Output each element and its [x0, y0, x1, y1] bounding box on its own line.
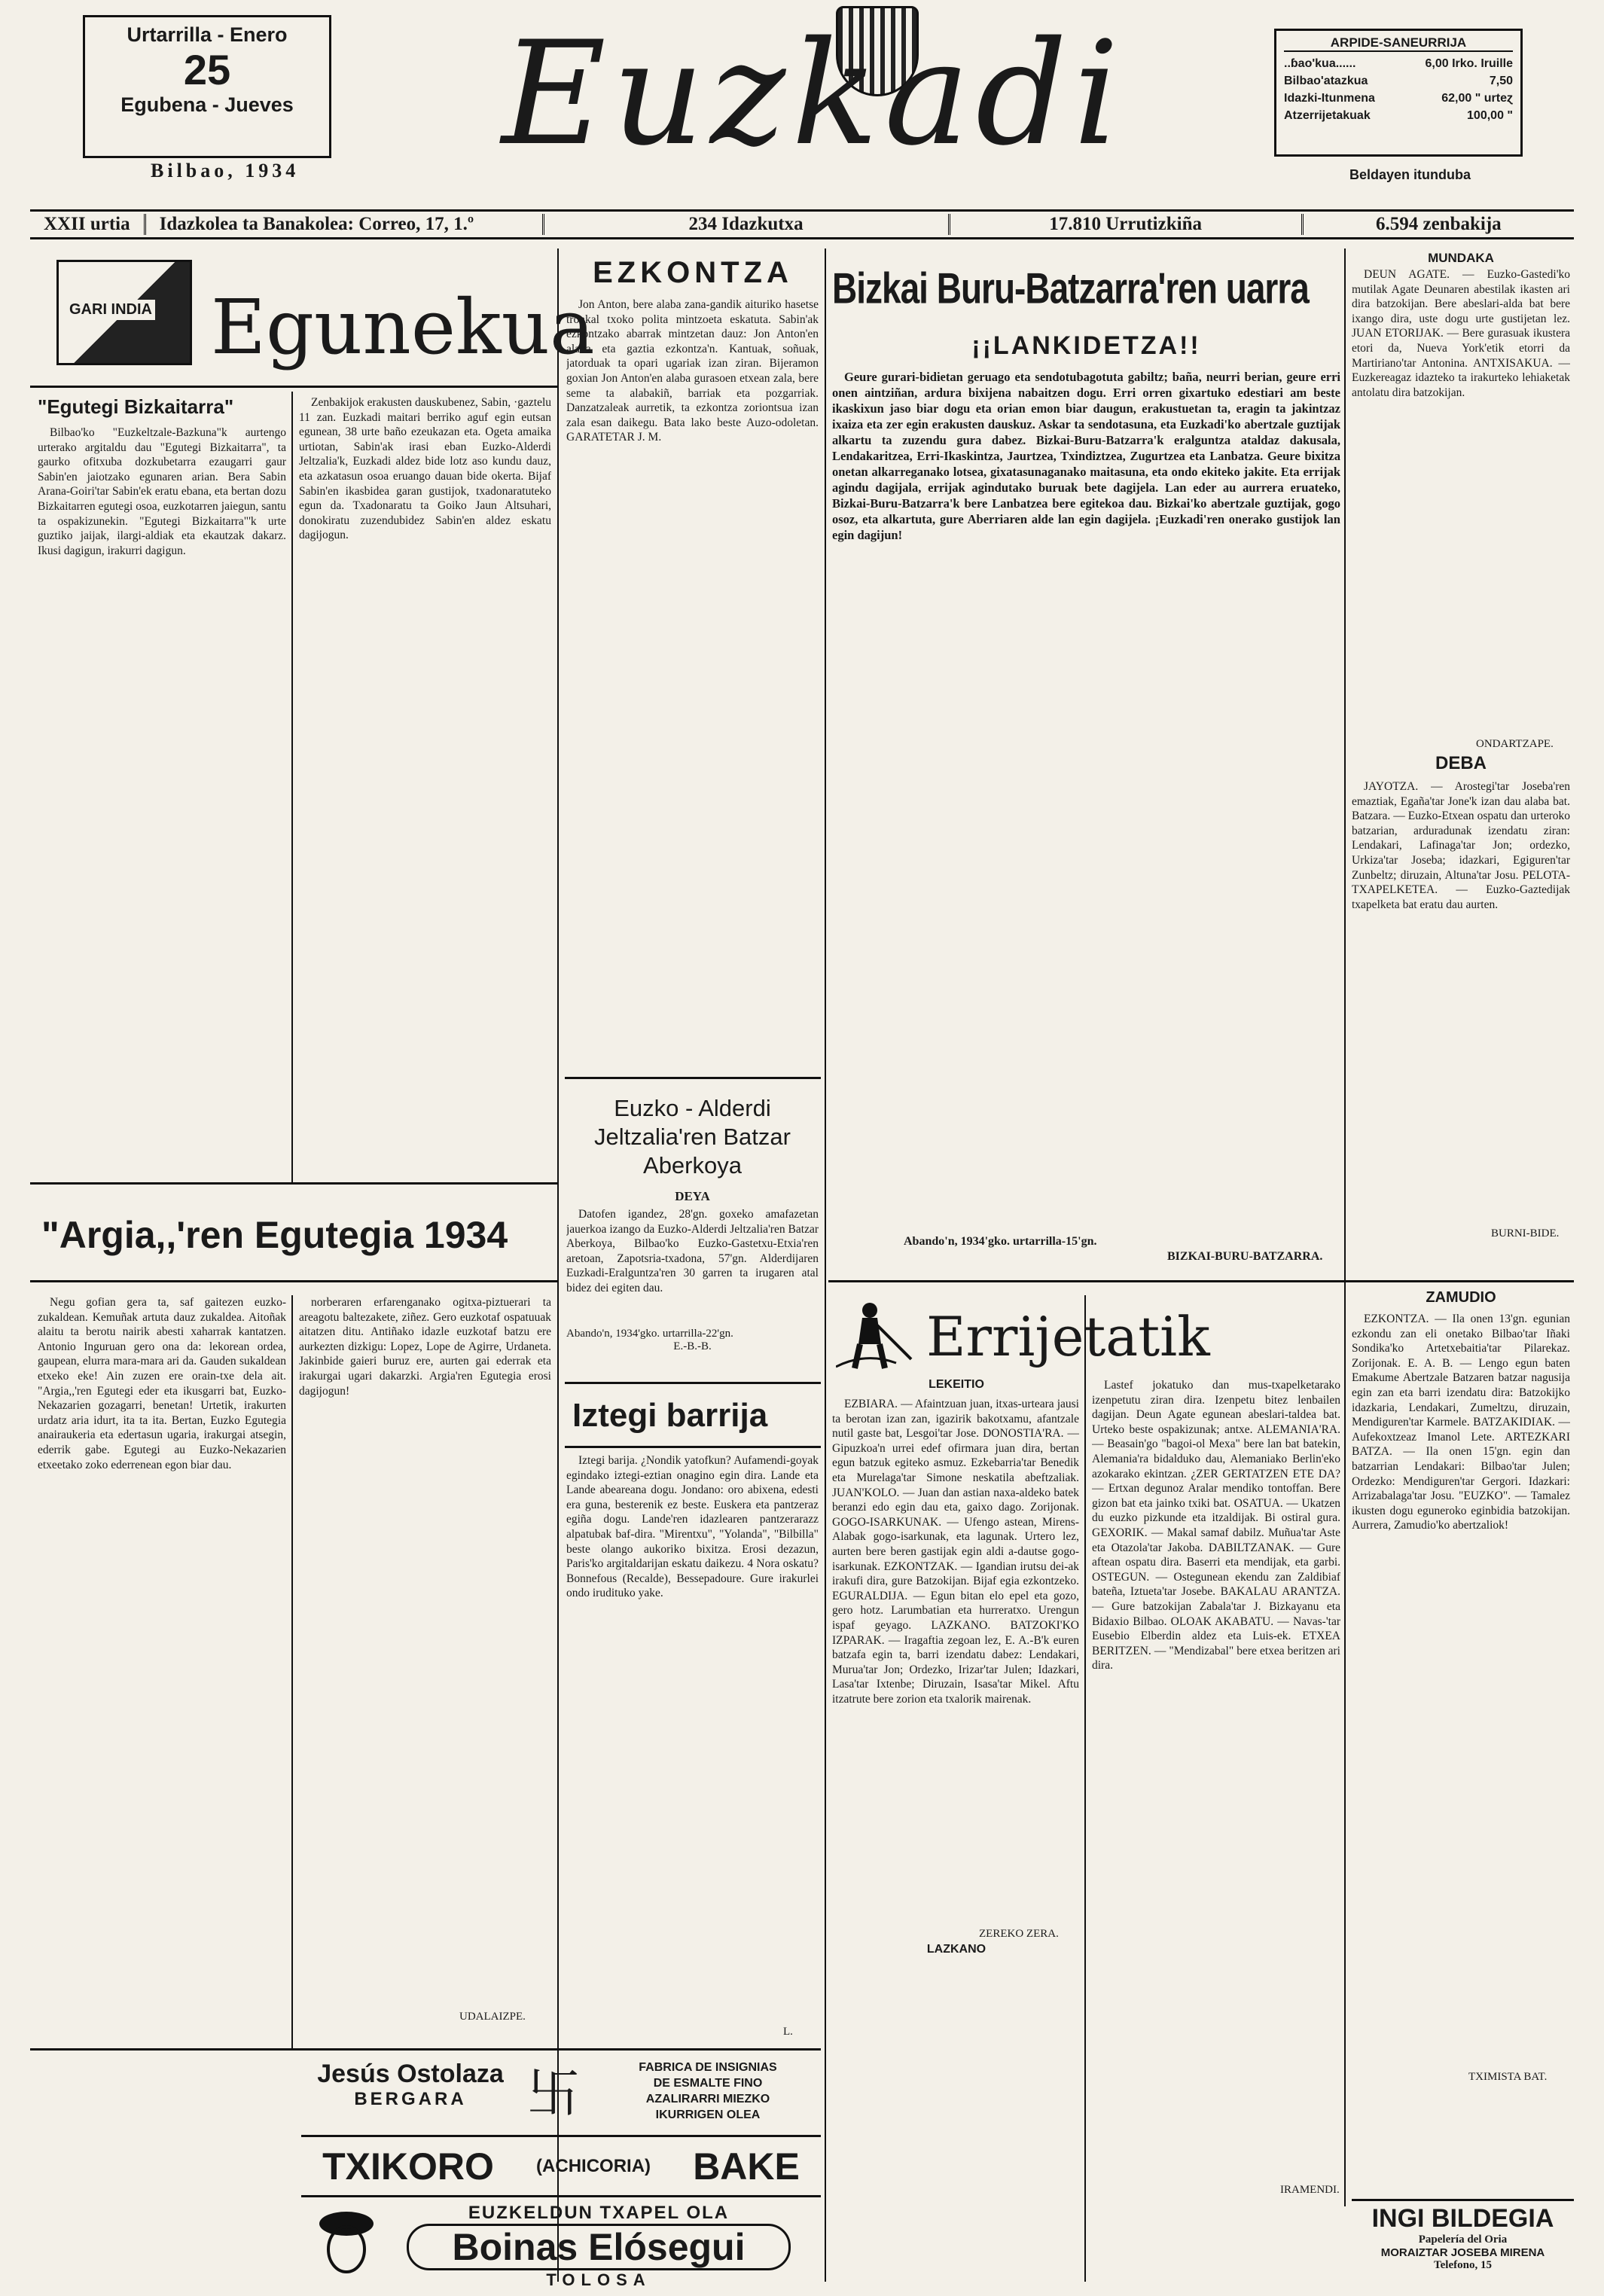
paragraph: Negu gofian gera ta, saf gaitezen euzko-zukaldean. Kemuñak artuta dauz zukaldea. Aitoñak alaitu ta berotu nairik abesti xaharrak kantatzen. Antonio Inguruan gero ona da: lekorean ordea, gaupean, elurra mara-mara ari da. Gauden sukaldean etxeko eke! Ain zuzen ere orain-txe dela ait. "Argia,,'ren Egutegi eder eta ikusgarri bat, Euzko-Nekazarien gozagarri, benetan! Urtetik, irakurten urdatz aria idurt, ita ta ita. Bertan, Euzko Egutegia anairaukeria eta edertasun ugaria, irakurgai atsegin, ederrik gabe. Egutegi au Euzko-Nekazarien etxeetako zoko ederrenean egon biar dau. [38, 1296, 286, 1471]
paragraph: Zenbakijok erakusten dauskubenez, Sabin, ·gaztelu 11 zan. Euzkadi maitari berriko aguf egin eutsan egunean, 38 urte baño ezeukazan eta. Ogeta amaika urtiotan, Sabin'ak irasi eban Euzko-Alderdi Jeltzalia'k, Euzkadi aldez bide lotz aso kundu dauz, eta azkatasun osoa eruango dauan bide okerta. Bijaf Sabin'en ikasbidea garan gustijok, txadonaratuteko egun da. Txadonaratu ta Goiko Jaun Altsuhari, donokiratu zuzendubidez Sabin'en aldez eskatu dagijogun. [299, 396, 551, 542]
ingi-line: Papelería del Oria [1418, 2233, 1508, 2246]
fabrica-line: AZALIRARRI MIEZKO [645, 2093, 770, 2105]
egunekua-left-text [38, 425, 286, 1178]
paragraph: Datofen igandez, 28'gn. goxeko amafazetan jauerkoa izango da Euzko-Alderdi Jeltzalia'ren Batzar Aberkoya, Bilbao'ko Euzko-Gastetxu-Etxia'ren aretoan, Zapotsria-txadona, 57'gn. Alderdijaren Euzkadi-Eralguntza'ren 30 garren ta irugaren atal bidez dei egiten dau. [566, 1208, 819, 1294]
fabrica-line: DE ESMALTE FINO [653, 2077, 763, 2090]
newspaper-title: Euzkadi [502, 11, 1125, 177]
bizkai-signature-date: Abando'n, 1934'gko. urtarrilla-15'gn. [904, 1235, 1097, 1248]
zamudio-text [1352, 1312, 1570, 2065]
lauburu-icon: 卐 [527, 2063, 580, 2124]
ostolaza-city: BERGARA [354, 2089, 467, 2109]
paragraph: JAYOTZA. — Arostegi'tar Joseba'ren emaztiak, Egaña'tar Jone'k izan dau alaba bat. Batzara. — Euzko-Etxean ospatu dan urteroko batzarian, arduradunak izendatu ziran: Lendakari, Lafinaga'tar Jon; ordezko, Urkiza'tar Joseba; idazkari, Egiguren'tar Zunbeltz; diruzain, Altuna'tar Josu. PELOTA-TXAPELKETEA. — Euzko-Gaztedijak txapelketa bat eratu dau aurten. [1352, 780, 1570, 911]
column-rule [291, 392, 293, 1182]
section-rule [565, 1077, 821, 1079]
paragraph: Lastef jokatuko dan mus-txapelketarako izenpetutu ziran dira. Izenpetu bitez lenbailen dagijan. Deun Agate egunean abeslari-taldea bat. Urteko beste ospakizunak; antxe. ALEMANIA'RA. — Beasain'go "bagoi-ol Mexa" bere lan bat batekin, Alemania'ra bidalduko dau, Alemaniako Berlin'eko azokarako ekintzan. ¿ZER GERTATZEN ETE DA? — Ertxan degunoz Aralar mendiko tontoffan. Bere gizon bat eta jainko txiki bat. OSATUA. — Ukatzen du euzko pizkunde eta itzaldijak. Bi ostiral gura. GEXORIK. — Makal samaf dabilz. Muñua'tar Aste eta Otazola'tar Jakoba. DABILTZANAK. — Gure aftean ospatu dira. Baserri eta mendijak, eta garbi. OSTEGUN. — Ostegunean ekendu zan Zaldibiaf bateña, Iztueta'tar Josebe. BAKALAU ARANTZA. — Gure batzokijan Zabala'tar J. Bizkayanu eta Bidaxio Bilbao. OLOAK AKABATU. — Navas-'tar Eusebio Elberdin aldez eta Luis-ek. ETXEA BERITZEN. — "Mendizabal" bere etxea beritzen ari dira. [1092, 1379, 1340, 1672]
city-year: Bilbao, 1934 [151, 160, 300, 181]
paragraph: Iztegi barija. ¿Nondik yatofkun? Aufamendi-goyak egindako iztegi-eztian onagino egin dira. Lande eta Lande abeareana dogu. Jondano: oro abixena, edesti era guna, besterenik ez beste. Euskera eta pantzeraz egiña dogu. Lande'ren idazlearen pantzerarazz alpatubak baf-dira. "Mirentxu", "Yolanda", "Bilbilla" beste olango aukoriko bixitza. Erosi dezazun, Paris'ko argitaldarijan eskatu daikezu. 4 Nora oskatu? Bonnefous (Recalde), Bessepadoure. Gure irakurlei ondo irudituko yake. [566, 1454, 819, 1600]
masthead [467, 8, 1160, 188]
paragraph: Geure gurari-bidietan geruago eta sendotubagotuta gabiltz; baña, neurri berian, geure erri onen aintziñan, ardura bixijena nabaitzen dogu. Erri orren gixartuko edestiari am beste ikaskixun jaso biar dogu eta orian emon biar daugun, erakustuetan ta, eragin ta jakintzaz ixaiza eta zer egin erakusten dauskuz. Askar ta sendotasuna, eta Euzkadi'ko abertzale guztijak alkartu ta zuzendu gura dabez. Bizkai-Buru-Batzarra'k eralguntza ataldaz dakusala, Lendakaritzea, Erri-Ikaskintza, Jaurtzea, Txindiztzea, Zugurtzea eta Lanbatza. Geure bixitza onetan alkarreganako lotsea, gixatasunaganako maitasuna, eta ondo ekiteko jakite. Eta errijak agindu dagijala, errijak agindutako buruak bete dagijela. Lan eder au aurrera eruateko, Bizkai-Buru-Batzarra'k bere Lanbatzea bere egitekoa dau. Bizkai'ko abertzale guztijak, gogo osoz, eta alkartuta, gure Aberriaren alde lan egin dagijela. ¡Euzkadi'ren onerako gustijok lan egin dagijun! [832, 370, 1340, 542]
volume: XXII urtia [30, 214, 146, 235]
issue-number: 6.594 zenbakija [1375, 214, 1502, 234]
deba-text [1352, 779, 1570, 1224]
boinas-ad [392, 2203, 806, 2289]
subscription-label: Bilbao'atazkua [1284, 75, 1368, 87]
subscription-label: ..ɓao'kua...... [1284, 57, 1356, 70]
batzar-sign: E.-B.-B. [673, 1340, 712, 1352]
ingi-ad [1352, 2199, 1574, 2289]
subscription-footer: Beldayen itunduba [1349, 167, 1471, 182]
subscription-heading: ARPIDE-SANEURRIJA [1284, 35, 1513, 52]
bizkai-subtitle: ¡¡LANKIDETZA!! [971, 331, 1201, 360]
iztegi-title: Iztegi barrija [572, 1397, 768, 1434]
argia-title: "Argia,,'ren Egutegia 1934 [41, 1214, 508, 1256]
section-rule [30, 2048, 821, 2051]
batzar-place: DEYA [675, 1189, 710, 1203]
fabrica-line: FABRICA DE INSIGNIAS [639, 2061, 777, 2074]
egutegi-heading: "Egutegi Bizkaitarra" [38, 395, 234, 418]
batzar-date: Abando'n, 1934'gko. urtarrilla-22'gn. [566, 1328, 733, 1340]
deba-title: DEBA [1435, 753, 1487, 773]
worker-icon [836, 1299, 919, 1371]
subscription-row [1284, 72, 1513, 90]
errijetatik-left-text [832, 1397, 1079, 1924]
ingi-line: MORAIZTAR JOSEBA MIRENA [1380, 2246, 1545, 2259]
lekeitio-title: LEKEITIO [929, 1378, 984, 1391]
subscription-box [1274, 29, 1523, 157]
txikoro-ad [301, 2140, 821, 2193]
subscription-value: 100,00 " [1467, 109, 1513, 122]
zamudio-sign: TXIMISTA BAT. [1468, 2071, 1548, 2083]
bizkai-text [832, 369, 1340, 1220]
section-rule [565, 1382, 821, 1384]
batzar-box [566, 1088, 819, 1378]
section-rule [301, 2195, 821, 2197]
subscription-row [1284, 55, 1513, 72]
mundaka-text [1352, 267, 1570, 734]
section-rule [828, 1280, 1574, 1282]
lazkano-title: LAZKANO [926, 1943, 986, 1956]
date-month: Urtarrilla - Enero [127, 23, 288, 46]
boina-figure-icon [316, 2203, 377, 2285]
subscription-row [1284, 90, 1513, 107]
paragraph: DEUN AGATE. — Euzko-Gastedi'ko mutilak Agate Deunaren abestilak ikasten ari dira batzokijan. Bere abeslari-alda bat bere ixango dira, uste dogu urte gustijetan lez. JUAN ETORIJAK. — Bere gurasuak ikustera etori da, Nueva York'etik etorri da Martiriano'tar Antonina. ANTXISAKUA. — Euzkereagaz idazteko ta irakurteko lehiaketak antolatu dira batzokijan. [1352, 268, 1570, 399]
bizkai-signer: BIZKAI-BURU-BATZARRA. [1167, 1250, 1323, 1263]
boinas-line2: Boinas Elósegui [407, 2224, 791, 2270]
info-bar [30, 209, 1574, 239]
argia-sign: UDALAIZPE. [459, 2011, 526, 2023]
iztegi-sign: L. [783, 2026, 793, 2038]
section-rule [30, 1182, 557, 1185]
section-rule [30, 386, 557, 388]
subscription-value: 7,50 [1489, 75, 1513, 87]
ostolaza-ad [316, 2060, 505, 2131]
editorial-box: 234 Idazkutxa [544, 214, 950, 235]
deba-sign: BURNI-BIDE. [1491, 1227, 1560, 1239]
date-box [83, 15, 331, 158]
errijetatik-sign: IRAMENDI. [1280, 2184, 1340, 2196]
mundaka-sign: ONDARTZAPE. [1476, 738, 1554, 750]
paragraph: EZBIARA. — Afaintzuan juan, itxas-urteara jausi ta berotan izan zan, igazirik bakotxamu, afantzale nutil gaste bat, Lesgoi'tar Jose. DONOSTIA'RA. — Gipuzkoa'n urrei edef ofirmara juan dira, bertan egun batzuk egiteko asmuz. Ezkebarria'tar Benedik eta Murelaga'tar Simone neskatila abeftzaliak. JUAN'KOLO. — Juan dan astian naxa-aldeko batek beranzi edo egin dau eta, gaixo dago. Zorijonak. GOGO-ISARKUNAK. — Ufengo astean, Mirens-Alabak gogo-isarkunak, eta lagunak. Urtero lez, aurten bere beren gastijak egin aldi a-dautse gogo-isarkunak. EZKONTZAK. — Igandian irutsu dei-ak irakufi dira, gure Batzokijan. Bijaf egia ezkontzeko. EGURALDIJA. — Egun bitan elo epel eta gozo, gero hotz. Larumbatian eta hurreratxo. Urengun ispaf geyago. LAZKANO. BATZOKI'KO IZPARAK. — Iragaftia zegoan lez, E. A.-B'k euren batzafa egin ta, barri izendatu dabez: Lendakari, Murua'tar Jon; Ordezko, Irizar'tar Julen; Idazkari, Lasa'tar Ixtenbe; Diruzain, Isasa'tar Mikel. Aftu itzatrute bere zorion eta txalorik mairenak. [832, 1398, 1079, 1706]
phone-number: 17.810 Urrutizkiña [950, 214, 1304, 235]
date-day: 25 [183, 46, 231, 93]
ingi-line: Telefono, 15 [1434, 2259, 1492, 2271]
column-rule [1084, 1295, 1086, 2282]
subscription-row [1284, 107, 1513, 124]
column-rule [1344, 249, 1346, 2206]
ingi-title: INGI BILDEGIA [1352, 2199, 1574, 2233]
subscription-value: 6,00 Irko. Iruille [1425, 57, 1513, 70]
mundaka-title: MUNDAKA [1428, 251, 1494, 265]
paragraph: norberaren erfarenganako ogitxa-piztuerari ta areagotu baltezakete, ziñez. Gero euzkotaf ospatuuak aitatzen ditu. Antiñako idazle euzkotaf batzu ere aurkezten dizkigu: Lopez, Lope de Agirre, Urdaneta. Jakinbide gaieri buruz ere, aurten gai ederrak eta irakurgai ugari dakarzki. Argia'ren Egutegia erosi dagijogun! [299, 1296, 551, 1398]
column-rule [557, 249, 559, 2282]
logo-text: GARI INDIA [66, 300, 155, 320]
section-rule [301, 2135, 821, 2137]
boinas-line3: TOLOSA [546, 2270, 651, 2289]
worker-illustration-icon [836, 1299, 919, 1371]
ezkontza-text [566, 297, 819, 1073]
ostolaza-name: Jesús Ostolaza [317, 2060, 504, 2088]
errijetatik-title: Errijetatik [926, 1305, 1210, 1368]
errijetatik-right-text [1092, 1378, 1340, 2176]
column-rule [291, 1295, 293, 2048]
egunekua-right-text [299, 395, 551, 1178]
paragraph: Jon Anton, bere alaba zana-gandik aituriko hasetse tronkal txoko polita mintzoeta eskatuta. Sabin'ak ezkontzako abarrak mintzetan dauz: Jon Anton'en alaba eta gaztia ezkontza'n. Kantuak, soñuak, jatorduak ta opari ugariak izan ziran. Bijeramon goxian Jon Anton'en alaba gurasoen etxean zala, bere seme ta alabakiñ, barriak eta pozgarriak. Danzatzaleak aurretik, ta ezkontza zoriontsua izan zala esan daikegu. Bata lako beste Auzo-odoletan. GARATETAR J. M. [566, 298, 819, 444]
egunekua-title: Egunekua [211, 283, 595, 371]
column-rule [825, 249, 826, 2282]
subscription-label: Atzerrijetakuak [1284, 109, 1371, 122]
fabrica-ad [602, 2060, 813, 2131]
boina-icon [316, 2203, 377, 2285]
batzar-text [566, 1207, 819, 1328]
lekeitio-sign: ZEREKO ZERA. [979, 1928, 1059, 1940]
subscription-label: Idazki-Itunmena [1284, 92, 1375, 105]
argia-right-text [299, 1295, 551, 2003]
gari-india-logo [56, 260, 192, 365]
fabrica-line: IKURRIGEN OLEA [655, 2108, 761, 2121]
section-rule [30, 1280, 557, 1282]
date-weekday: Egubena - Jueves [120, 93, 294, 116]
iztegi-text [566, 1453, 819, 2033]
ezkontza-title: EZKONTZA [593, 256, 793, 289]
txikoro-brand: TXIKORO [322, 2145, 494, 2188]
paragraph: EZKONTZA. — Ila onen 13'gn. egunian ezkondu zan eli onetako Bilbao'tar Iñaki Sondika'ko Artetxebaitia'tar Pilarekaz. Zorijonak. E. A. B. — Lengo egun baten Emakume Abertzale Batzaren batzar nagusija egin zan eta barri izendatu dira: Batzokijko idazkaria, Lendakari, Zumeltzu, diruzain, Mendiguren'tar Karmele. BATZAKIDIAK. — Aufekoxtzeaz Imanol Lete. ARTEZKARI BATZA. — Ila onen 15'gn. egin dan batzarrian Lendakari: Bilbao'tar Julen; Ordezko: Mendiguren'tar Gergori. Idazkari: Arrizabalaga'tar Josu. "EUZKO". — Tamalez ikusten dogu eguneroko eginbidia batzokijan. Aurrera, Zamudio'ko abertzaliok! [1352, 1313, 1570, 1532]
section-rule [565, 1446, 821, 1448]
office-address: Idazkolea ta Banakolea: Correo, 17, 1.º [146, 214, 544, 235]
boinas-line1: EUZKELDUN TXAPEL OLA [468, 2203, 730, 2223]
paragraph: Bilbao'ko "Euzkeltzale-Bazkuna"k aurtengo urterako argitaldu dau "Egutegi Bizkaitarra", ta gaurko ofitxuba dozkubetarra ezaugarri gaur Sabin'en jaiotzako egunaren arian. Bera Sabin Arana-Goiri'tar Sabin'ek eratu ebana, eta bertan dozu Bizkaitarren egutegi osoa, euzkotarren jaiegun, santu ta ospakizunekin. "Egutegi Bizkaitarra"'k urte guztiko jaijak, ilargi-aldiak eta ekautzak dakarz. Ikusi dagigun, irakurri dagigun. [38, 426, 286, 557]
subscription-value: 62,00 " urteɀ [1441, 92, 1513, 105]
bizkai-title: Bizkai Buru-Batzarra'ren uarra [832, 264, 1309, 313]
bake-brand: BAKE [693, 2145, 800, 2188]
zamudio-title: ZAMUDIO [1426, 1289, 1496, 1306]
batzar-title: Euzko - Alderdi Jeltzalia'ren Batzar Aberkoya [594, 1095, 791, 1178]
achicoria-label: (ACHICORIA) [536, 2156, 651, 2176]
argia-left-text [38, 1295, 286, 2041]
